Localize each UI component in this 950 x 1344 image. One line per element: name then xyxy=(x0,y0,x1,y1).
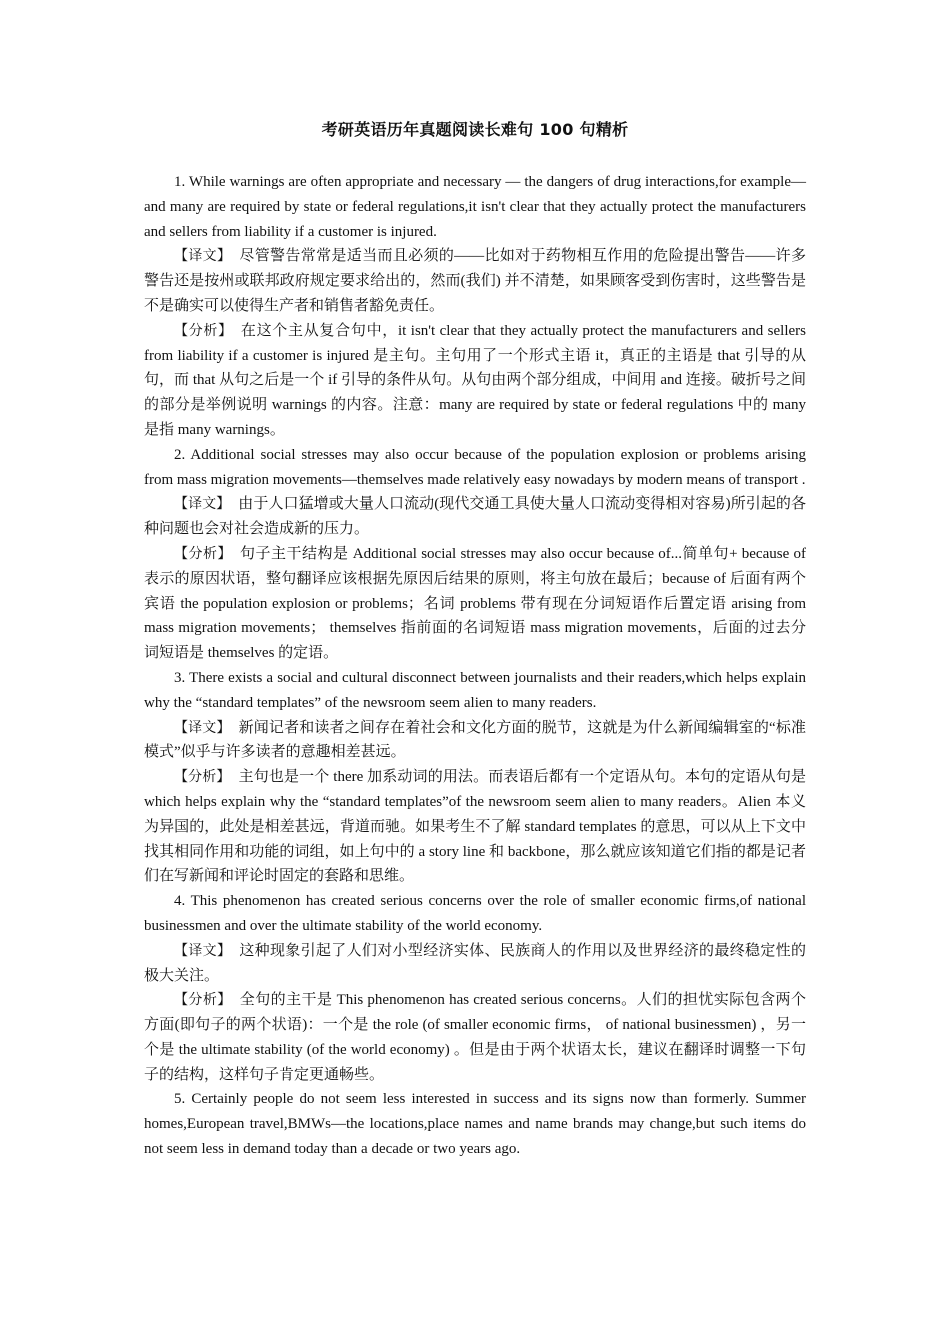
sentence-5: 5. Certainly people do not seem less interested in success and its signs now than formerly. Summer homes,European travel,BMWs—the locations,place names and name brands may change,but such items do not seem less in demand today than a decade or two years ago. xyxy=(144,1091,806,1158)
translation-text-3: 新闻记者和读者之间存在着社会和文化方面的脱节，这就是为什么新闻编辑室的“标准模式”似乎与许多读者的意趣相差甚远。 xyxy=(144,719,806,761)
translation-label: 【译文】 xyxy=(174,719,231,736)
analysis-text-4: 全句的主干是 This phenomenon has created serious concerns。人们的担忧实际包含两个方面(即句子的两个状语)：一个是 the role (of smaller economic firms， of national businessmen) ，另一个是 the ultimate stability (of the world economy) 。但是由于两个状语太长，建议在翻译时调整一下句子的结构，这样句子肯定更通畅些。 xyxy=(144,992,806,1083)
translation-3 xyxy=(144,716,806,766)
analysis-4 xyxy=(144,988,806,1087)
translation-label: 【译文】 xyxy=(174,942,232,959)
translation-text-1: 尽管警告常常是适当而且必须的——比如对于药物相互作用的危险提出警告——许多警告还是按州或联邦政府规定要求给出的，然而(我们) 并不清楚，如果顾客受到伤害时，这些警告是不是确实可以使得生产者和销售者豁免责任。 xyxy=(144,248,806,314)
analysis-1 xyxy=(144,319,806,443)
analysis-2 xyxy=(144,542,806,666)
sentence-4: 4. This phenomenon has created serious concerns over the role of smaller economic firms,of national businessmen and over the ultimate stability of the world economy. xyxy=(144,893,806,934)
translation-4 xyxy=(144,939,806,989)
translation-text-4: 这种现象引起了人们对小型经济实体、民族商人的作用以及世界经济的最终稳定性的极大关注。 xyxy=(144,942,807,984)
analysis-label: 【分析】 xyxy=(174,769,231,786)
translation-text-2: 由于人口猛增或大量人口流动(现代交通工具使大量人口流动变得相对容易)所引起的各种问题也会对社会造成新的压力。 xyxy=(144,496,807,538)
translation-2 xyxy=(144,492,806,542)
analysis-text-3: 主句也是一个 there 加系动词的用法。而表语后都有一个定语从句。本句的定语从句是 which helps explain why the “standard templates”of the newsroom seem alien to many readers。Alien 本义为异国的，此处是相差甚远，背道而驰。如果考生不了解 standard templates 的意思，可以从上下文中找其相同作用和功能的词组，如上句中的 a story line 和 backbone，那么就应该知道它们指的都是记者们在写新闻和评论时固定的套路和思维。 xyxy=(144,769,807,885)
translation-label: 【译文】 xyxy=(174,496,231,513)
analysis-3 xyxy=(144,765,806,889)
translation-1 xyxy=(144,244,806,318)
document-page xyxy=(144,118,806,1162)
analysis-label: 【分析】 xyxy=(174,992,232,1009)
sentence-3: 3. There exists a social and cultural disconnect between journalists and their readers,which helps explain why the “standard templates” of the newsroom seem alien to many readers. xyxy=(144,669,806,711)
translation-label: 【译文】 xyxy=(174,248,232,265)
sentence-2: 2. Additional social stresses may also occur because of the population explosion or problems arising from mass migration movements—themselves made relatively easy nowadays by modern means of transport . xyxy=(144,446,806,488)
document-title: 考研英语历年真题阅读长难句 100 句精析 xyxy=(321,120,629,139)
sentence-1: 1. While warnings are often appropriate and necessary — the dangers of drug interactions,for example—and many are required by state or federal regulations,it isn't clear that they actually protect the manufacturers and sellers from liability if a customer is injured. xyxy=(144,174,806,240)
analysis-label: 【分析】 xyxy=(174,322,233,339)
analysis-text-2: 句子主干结构是 Additional social stresses may also occur because of...简单句+ because of 表示的原因状语，整句翻译应该根据先原因后结果的原则，将主句放在最后；because of 后面有两个宾语 the population explosion or problems；名词 problems 带有现在分词短语作后置定语 arising from mass migration movements； themselves 指前面的名词短语 mass migration movements，后面的过去分词短语是 themselves 的定语。 xyxy=(144,545,806,662)
analysis-label: 【分析】 xyxy=(174,545,233,562)
analysis-text-1: 在这个主从复合句中，it isn't clear that they actually protect the manufacturers and sellers from liability if a customer is injured 是主句。主句用了一个形式主语 it，真正的主语是 that 引导的从句，而 that 从句之后是一个 if 引导的条件从句。从句由两个部分组成，中间用 and 连接。破折号之间的部分是举例说明 warnings 的内容。注意：many are required by state or federal regulations 中的 many 是指 many warnings。 xyxy=(144,322,806,438)
